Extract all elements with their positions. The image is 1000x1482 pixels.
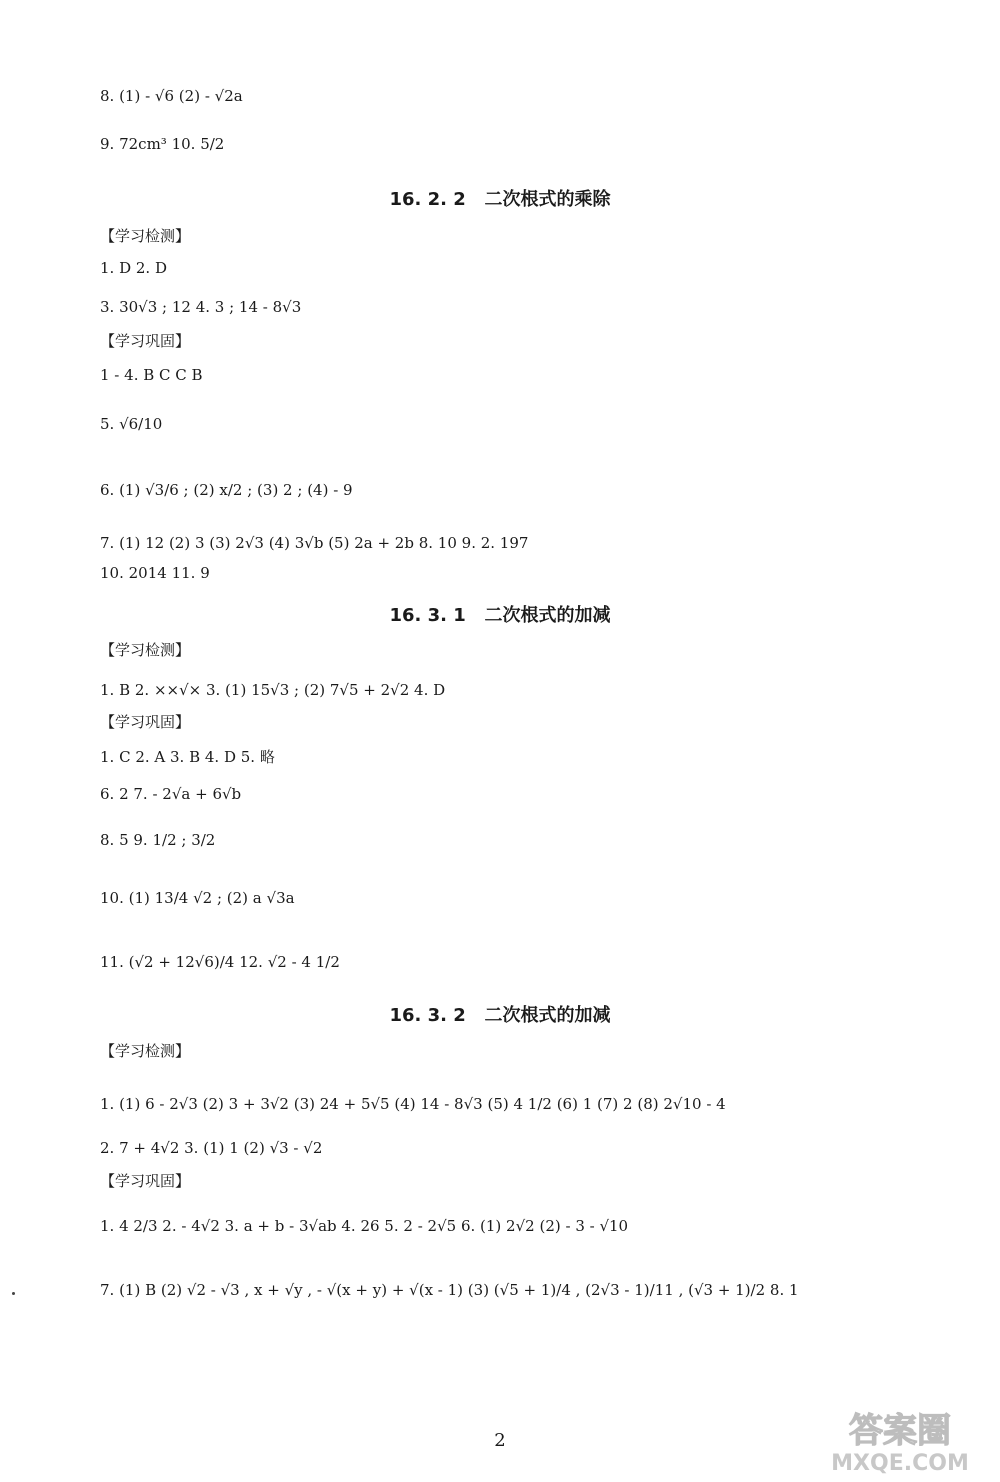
answer-line: 6. (1) √3/6 ; (2) x/2 ; (3) 2 ; (4) - 9 — [100, 481, 353, 499]
section-label: 【学习巩固】 — [100, 332, 191, 350]
answer-line: 7. (1) B (2) √2 - √3 , x + √y , - √(x + y) + √(x - 1) (3) (√5 + 1)/4 , (2√3 - 1)/11 , (√3 + 1)/2 8. 1 — [100, 1281, 799, 1299]
answer-line: 6. 2 7. - 2√a + 6√b — [100, 785, 242, 803]
answer-line: 5. √6/10 — [100, 415, 163, 433]
answer-line: 11. (√2 + 12√6)/4 12. √2 - 4 1/2 — [100, 953, 340, 971]
section-label: 【学习巩固】 — [100, 1172, 191, 1190]
answer-line: 1. (1) 6 - 2√3 (2) 3 + 3√2 (3) 24 + 5√5 (4) 14 - 8√3 (5) 4 1/2 (6) 1 (7) 2 (8) 2√10 - 4 — [100, 1095, 726, 1113]
answer-line: 3. 30√3 ; 12 4. 3 ; 14 - 8√3 — [100, 298, 302, 316]
section-label: 【学习检测】 — [100, 227, 191, 245]
answer-line: 1. C 2. A 3. B 4. D 5. 略 — [100, 748, 275, 766]
answer-line: 2. 7 + 4√2 3. (1) 1 (2) √3 - √2 — [100, 1139, 323, 1157]
section-label: 【学习检测】 — [100, 1042, 191, 1060]
answer-line: 1. 4 2/3 2. - 4√2 3. a + b - 3√ab 4. 26 5. 2 - 2√5 6. (1) 2√2 (2) - 3 - √10 — [100, 1217, 629, 1235]
answer-line: 1. D 2. D — [100, 259, 167, 277]
page-number: 2 — [494, 1430, 506, 1451]
answer-line: 7. (1) 12 (2) 3 (3) 2√3 (4) 3√b (5) 2a + 2b 8. 10 9. 2. 197 — [100, 534, 529, 552]
answer-line: 10. 2014 11. 9 — [100, 564, 210, 582]
watermark-site: MXQE.COM — [831, 1451, 969, 1476]
scan-speck — [12, 1292, 15, 1295]
answer-line: 8. (1) - √6 (2) - √2a — [100, 87, 243, 105]
watermark-logo-text: 答案圈 — [849, 1411, 951, 1451]
section-heading: 16. 3. 2 二次根式的加减 — [389, 1005, 611, 1026]
answer-line: 9. 72cm³ 10. 5/2 — [100, 135, 225, 153]
section-label: 【学习检测】 — [100, 641, 191, 659]
section-label: 【学习巩固】 — [100, 713, 191, 731]
answer-line: 1 - 4. B C C B — [100, 366, 203, 384]
answer-line: 8. 5 9. 1/2 ; 3/2 — [100, 831, 216, 849]
section-heading: 16. 3. 1 二次根式的加减 — [389, 605, 611, 626]
answer-line: 10. (1) 13/4 √2 ; (2) a √3a — [100, 889, 295, 907]
answer-line: 1. B 2. ××√× 3. (1) 15√3 ; (2) 7√5 + 2√2 4. D — [100, 681, 446, 699]
section-heading: 16. 2. 2 二次根式的乘除 — [389, 189, 611, 210]
